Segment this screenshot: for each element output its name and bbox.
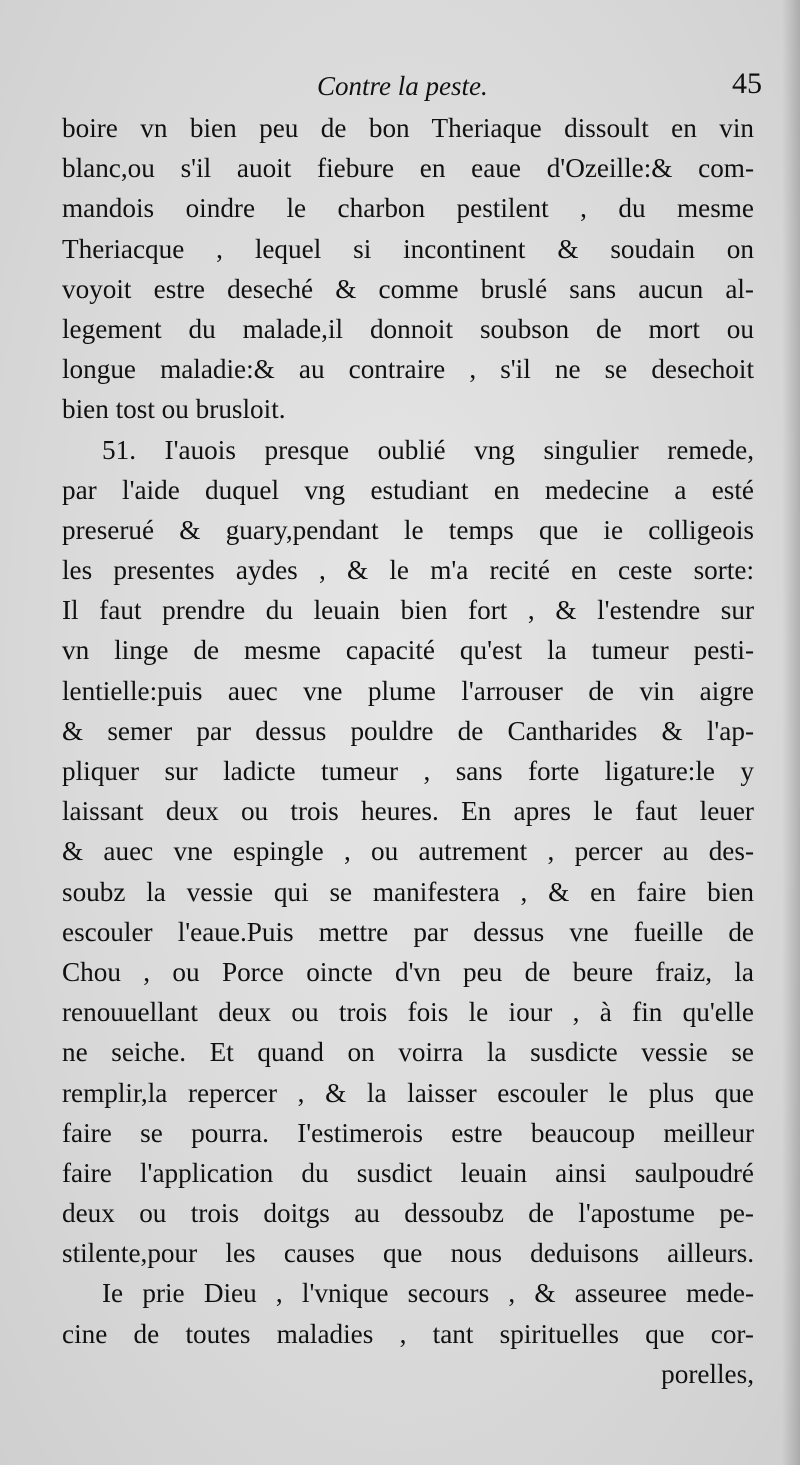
text-line: preserué & guary,pendant le temps que ie colligeois bbox=[62, 514, 754, 545]
text-line: laissant deux ou trois heures. En apres le faut leuer bbox=[62, 796, 754, 827]
text-line: faire se pourra. I'estimerois estre beaucoup meilleur bbox=[62, 1117, 754, 1148]
text-line: 51. I'auois presque oublié vng singulier remede, bbox=[102, 434, 754, 465]
text-line: cine de toutes maladies , tant spirituelles que cor- bbox=[62, 1318, 754, 1349]
text-line: voyoit estre deseché & comme bruslé sans aucun al- bbox=[62, 273, 754, 304]
text-line: longue maladie:& au contraire , s'il ne se desechoit bbox=[62, 354, 754, 385]
text-line: mandois oindre le charbon pestilent , du mesme bbox=[62, 193, 754, 224]
text-line: blanc,ou s'il auoit fiebure en eaue d'Ozeille:& com- bbox=[62, 153, 754, 184]
text-line: renouuellant deux ou trois fois le iour , à fin qu'elle bbox=[62, 997, 754, 1028]
page-edge-shadow bbox=[782, 0, 800, 1465]
text-line: faire l'application du susdict leuain ainsi saulpoudré bbox=[62, 1157, 754, 1188]
text-line: ne seiche. Et quand on voirra la susdicte vessie se bbox=[62, 1037, 754, 1068]
page-header bbox=[62, 68, 762, 108]
text-line: par l'aide duquel vng estudiant en medecine a esté bbox=[62, 474, 754, 505]
text-line: deux ou trois doitgs au dessoubz de l'apostume pe- bbox=[62, 1198, 754, 1229]
text-line: vn linge de mesme capacité qu'est la tumeur pesti- bbox=[62, 635, 754, 666]
page-number: 45 bbox=[732, 67, 762, 100]
text-line: escouler l'eaue.Puis mettre par dessus vne fueille de bbox=[62, 916, 754, 947]
text-line: soubz la vessie qui se manifestera , & en faire bien bbox=[62, 876, 754, 907]
text-line: les presentes aydes , & le m'a recité en ceste sorte: bbox=[62, 555, 754, 586]
text-line: bien tost ou brusloit. bbox=[62, 394, 286, 425]
running-title: Contre la peste. bbox=[317, 71, 488, 101]
text-line: Chou , ou Porce oincte d'vn peu de beure fraiz, la bbox=[62, 956, 754, 987]
text-line: Theriacque , lequel si incontinent & soudain on bbox=[62, 233, 754, 264]
text-line: remplir,la repercer , & la laisser escouler le plus que bbox=[62, 1077, 754, 1108]
text-line: stilente,pour les causes que nous deduisons ailleurs. bbox=[62, 1238, 754, 1269]
text-line: porelles, bbox=[661, 1358, 754, 1389]
text-line: & auec vne espingle , ou autrement , percer au des- bbox=[62, 836, 754, 867]
text-line: legement du malade,il donnoit soubson de mort ou bbox=[62, 313, 754, 344]
text-line: & semer par dessus pouldre de Cantharides & l'ap- bbox=[62, 715, 754, 746]
text-line: pliquer sur ladicte tumeur , sans forte ligature:le y bbox=[62, 756, 754, 786]
text-line: Il faut prendre du leuain bien fort , & l'estendre sur bbox=[62, 595, 754, 626]
text-line: Ie prie Dieu , l'vnique secours , & asseuree mede- bbox=[102, 1278, 754, 1309]
text-line: lentielle:puis auec vne plume l'arrouser de vin aigre bbox=[62, 675, 754, 706]
body-text bbox=[62, 108, 754, 1394]
text-line: boire vn bien peu de bon Theriaque dissoult en vin bbox=[62, 113, 754, 143]
